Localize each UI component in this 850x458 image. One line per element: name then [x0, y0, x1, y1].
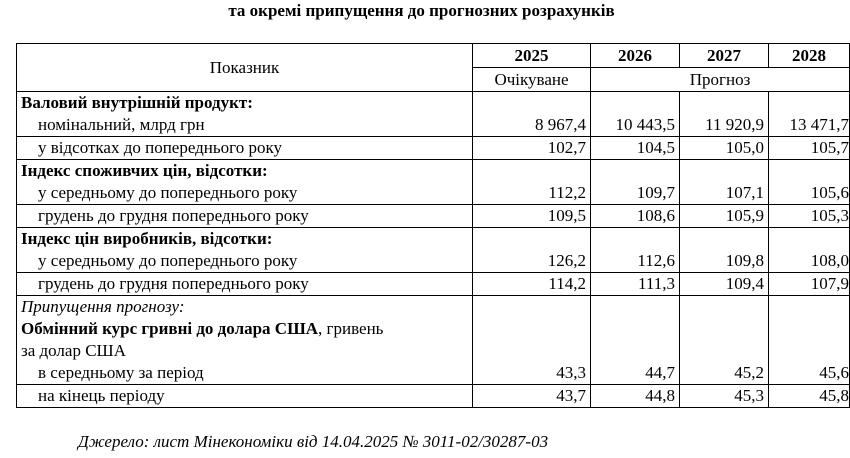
gdp-percent-cell [17, 137, 473, 160]
gdp-nominal-2026: 10 443,5 [591, 92, 680, 137]
fx-avg-2026: 44,7 [591, 296, 680, 385]
fx-end-2026: 44,8 [591, 385, 680, 408]
fx-heading-bold: Обмінний курс гривні до долара США [21, 319, 319, 338]
ppi-avg-label: у середньому до попереднього року [38, 251, 298, 270]
cpi-dec-2026: 108,6 [591, 205, 680, 228]
cpi-avg-2027: 107,1 [680, 160, 769, 205]
source-note: Джерело: лист Мінекономіки від 14.04.2025 № 3011-02/30287-03 [78, 432, 549, 451]
gdp-label-cell [17, 92, 473, 137]
year-2025-header: 2025 [473, 44, 591, 68]
table-row [17, 92, 850, 137]
ppi-avg-2025: 126,2 [473, 228, 591, 273]
fx-end-2025: 43,7 [473, 385, 591, 408]
gdp-nominal-2027: 11 920,9 [680, 92, 769, 137]
cpi-avg-label: у середньому до попереднього року [38, 183, 298, 202]
fx-end-cell [17, 385, 473, 408]
expected-header: Очікуване [473, 68, 591, 92]
gdp-nominal-2028: 13 471,7 [769, 92, 850, 137]
gdp-percent-2028: 105,7 [769, 137, 850, 160]
cpi-dec-2025: 109,5 [473, 205, 591, 228]
fx-heading [21, 318, 472, 340]
fx-heading-line2: за долар США [21, 341, 126, 360]
gdp-heading: Валовий внутрішній продукт: [21, 93, 253, 112]
table-row [17, 160, 850, 205]
table-row [17, 385, 850, 408]
cpi-avg-2028: 105,6 [769, 160, 850, 205]
ppi-dec-2028: 107,9 [769, 273, 850, 296]
table-title: та окремі припущення до прогнозних розрахунків [228, 1, 615, 20]
cpi-dec-label: грудень до грудня попереднього року [38, 206, 309, 225]
indicator-header: Показник [17, 44, 473, 92]
table-row [17, 205, 850, 228]
gdp-percent-2027: 105,0 [680, 137, 769, 160]
fx-end-label: на кінець періоду [38, 386, 165, 405]
ppi-dec-2027: 109,4 [680, 273, 769, 296]
table-row [17, 137, 850, 160]
table-row [17, 273, 850, 296]
table-row [17, 296, 850, 385]
cpi-dec-cell [17, 205, 473, 228]
assumptions-label: Припущення прогнозу: [21, 297, 185, 316]
fx-end-2027: 45,3 [680, 385, 769, 408]
forecast-header: Прогноз [591, 68, 850, 92]
ppi-avg-2027: 109,8 [680, 228, 769, 273]
ppi-dec-label: грудень до грудня попереднього року [38, 274, 309, 293]
ppi-avg-2028: 108,0 [769, 228, 850, 273]
ppi-dec-2025: 114,2 [473, 273, 591, 296]
gdp-percent-2026: 104,5 [591, 137, 680, 160]
year-2027-header: 2027 [680, 44, 769, 68]
cpi-dec-2027: 105,9 [680, 205, 769, 228]
fx-avg-2027: 45,2 [680, 296, 769, 385]
cpi-avg-2025: 112,2 [473, 160, 591, 205]
header-row-years [17, 44, 850, 68]
ppi-avg-2026: 112,6 [591, 228, 680, 273]
fx-avg-label: в середньому за період [38, 363, 204, 382]
cpi-dec-2028: 105,3 [769, 205, 850, 228]
gdp-nominal-label: номінальний, млрд грн [38, 115, 205, 134]
fx-label-cell [17, 296, 473, 385]
year-2026-header: 2026 [591, 44, 680, 68]
fx-avg-2025: 43,3 [473, 296, 591, 385]
gdp-percent-2025: 102,7 [473, 137, 591, 160]
fx-end-2028: 45,8 [769, 385, 850, 408]
year-2028-header: 2028 [769, 44, 850, 68]
cpi-avg-2026: 109,7 [591, 160, 680, 205]
forecast-table [16, 43, 850, 408]
cpi-heading: Індекс споживчих цін, відсотки: [21, 161, 268, 180]
ppi-dec-2026: 111,3 [591, 273, 680, 296]
cpi-label-cell [17, 160, 473, 205]
gdp-nominal-2025: 8 967,4 [473, 92, 591, 137]
ppi-label-cell [17, 228, 473, 273]
fx-heading-rest: , гривень [318, 319, 384, 338]
ppi-heading: Індекс цін виробників, відсотки: [21, 229, 273, 248]
gdp-percent-label: у відсотках до попереднього року [38, 138, 282, 157]
fx-avg-2028: 45,6 [769, 296, 850, 385]
table-row [17, 228, 850, 273]
ppi-dec-cell [17, 273, 473, 296]
